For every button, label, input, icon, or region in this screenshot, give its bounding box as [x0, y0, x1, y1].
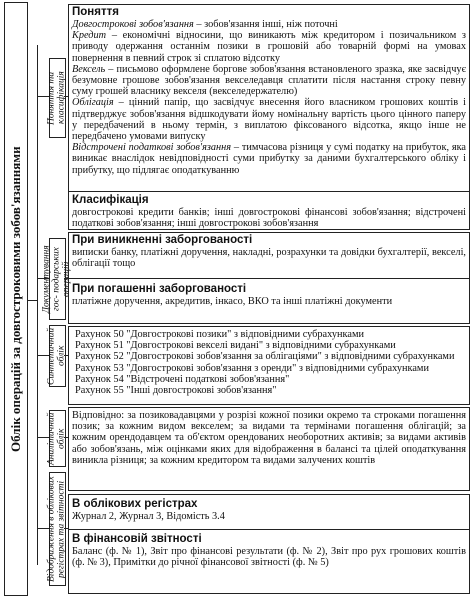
statements-text: Баланс (ф. № 1), Звіт про фінансові результати (ф. № 2), Звіт про рух грошових коштів (ф. № 3), Примітки до річної фінансової звітності (ф. № 5) — [72, 546, 466, 569]
concept-bill: Вексель – письмово оформлене боргове зобов'язання встановленого зразка, яке засвідчує безумовне грошове зобов'язання векселедавця сплатити після настання строку певну суму грошей власнику векселя (векселедержателю) — [72, 63, 466, 98]
section-synthetic-accounts — [68, 326, 470, 405]
account-52: Рахунок 52 "Довгострокові зобов'язання за облігаціями" з відповідними субрахунками — [75, 351, 455, 363]
category-trunk — [37, 45, 38, 565]
registers-text: Журнал 2, Журнал 3, Відомість 3.4 — [72, 511, 225, 522]
connector-main — [27, 300, 37, 301]
analytical-text: Відповідно: за позиковадавцями у розрізі кожної позики окремо та строками погашення позик; за кожним видом векселем; за видами та термінами погашення облігацій; за кожним орендодавцем та об'єктом орендованих необоротних активів; за видами активів або зобов'язань, між оцінками яких для відображення в балансі та цілей оподаткування виникла різниця; за кожним кредитором та видами залучених коштів — [72, 410, 466, 466]
doc-origin-text: виписки банку, платіжні доручення, накладні, розрахунки та довідки бухгалтерії, векселі, облігації тощо — [72, 247, 466, 270]
doc-repayment-heading: При погашенні заборгованості — [72, 283, 247, 295]
section-concept — [68, 4, 470, 230]
section-documentation — [68, 232, 470, 324]
account-54: Рахунок 54 "Відстрочені податкові зобов'язання" — [75, 373, 290, 385]
section-analytical — [68, 407, 470, 491]
category-synthetic-label: Синтетичний облік — [49, 325, 66, 387]
account-51: Рахунок 51 "Довгострокові векселі видані" з відповідними субрахунками — [75, 340, 396, 352]
term-credit: Кредит — [72, 30, 107, 42]
classification-text: довгострокові кредити банків; інші довгострокові фінансові зобов'язання; відстрочені податкові зобов'язання; інші довгострокові зобов'язання — [72, 207, 466, 230]
term-bill: Вексель — [72, 63, 106, 75]
account-53: Рахунок 53 "Довгострокові зобов'язання з оренди" з відповідними субрахунками — [75, 362, 429, 374]
account-55: Рахунок 55 "Інші довгострокові зобов'язання" — [75, 385, 277, 397]
category-concept-label: Поняття та класифікація — [49, 58, 66, 138]
term-bond: Облігація — [72, 97, 114, 109]
concept-long-term-liabilities: Довгострокові зобов'язання – зобов'язання інші, ніж поточні — [72, 19, 338, 30]
category-documentation-label: Документування гос- подарських операцій — [49, 238, 66, 320]
statements-heading: В фінансовій звітності — [72, 533, 202, 545]
classification-heading: Класифікація — [72, 194, 149, 206]
concept-deferred-tax: Відстрочені податкові зобов'язання – тимчасова різниця у сумі податку на прибуток, яка виникає внаслідок невідповідності суми прибутку за даними бухгалтерського обліку і прибутку, що підлягає оподаткуванню — [72, 142, 466, 176]
main-title: Облік операцій за довгостроковими зобов'язаннями — [4, 2, 28, 596]
registers-heading: В облікових регістрах — [72, 498, 198, 510]
term-long-term: Довгострокові зобов'язання — [72, 19, 194, 30]
doc-origin-heading: При виникненні заборгованості — [72, 234, 253, 246]
category-analytical-label: Аналітичний облік — [49, 410, 66, 467]
concept-heading: Поняття — [72, 6, 119, 18]
term-deferred-tax: Відстрочені податкові зобов'язання — [72, 142, 232, 154]
account-50: Рахунок 50 "Довгострокові позики" з відповідними субрахунками — [75, 329, 364, 340]
doc-repayment-text: платіжне доручення, акредитив, інкасо, ВКО та інші платіжні документи — [72, 296, 393, 307]
section-reporting — [68, 494, 470, 594]
concept-bond: Облігація – цінний папір, що засвідчує внесення його власником грошових коштів і підтверджує зобов'язання відшкодувати йому номінальну вартість цього цінного паперу у передбачений в ньому термін, з виплатою фіксованого відсотка, якщо інше не передбачено умовами випуску — [72, 97, 466, 143]
category-reporting-label: Відображення в облікових регістрах та звітності — [49, 472, 66, 586]
concept-credit: Кредит – економічні відносини, що виникають між кредитором і позичальником з приводу одержання останнім позики в грошовій або товарній формі на умовах повернення в певний строк зі сплатою відсотку — [72, 30, 466, 64]
